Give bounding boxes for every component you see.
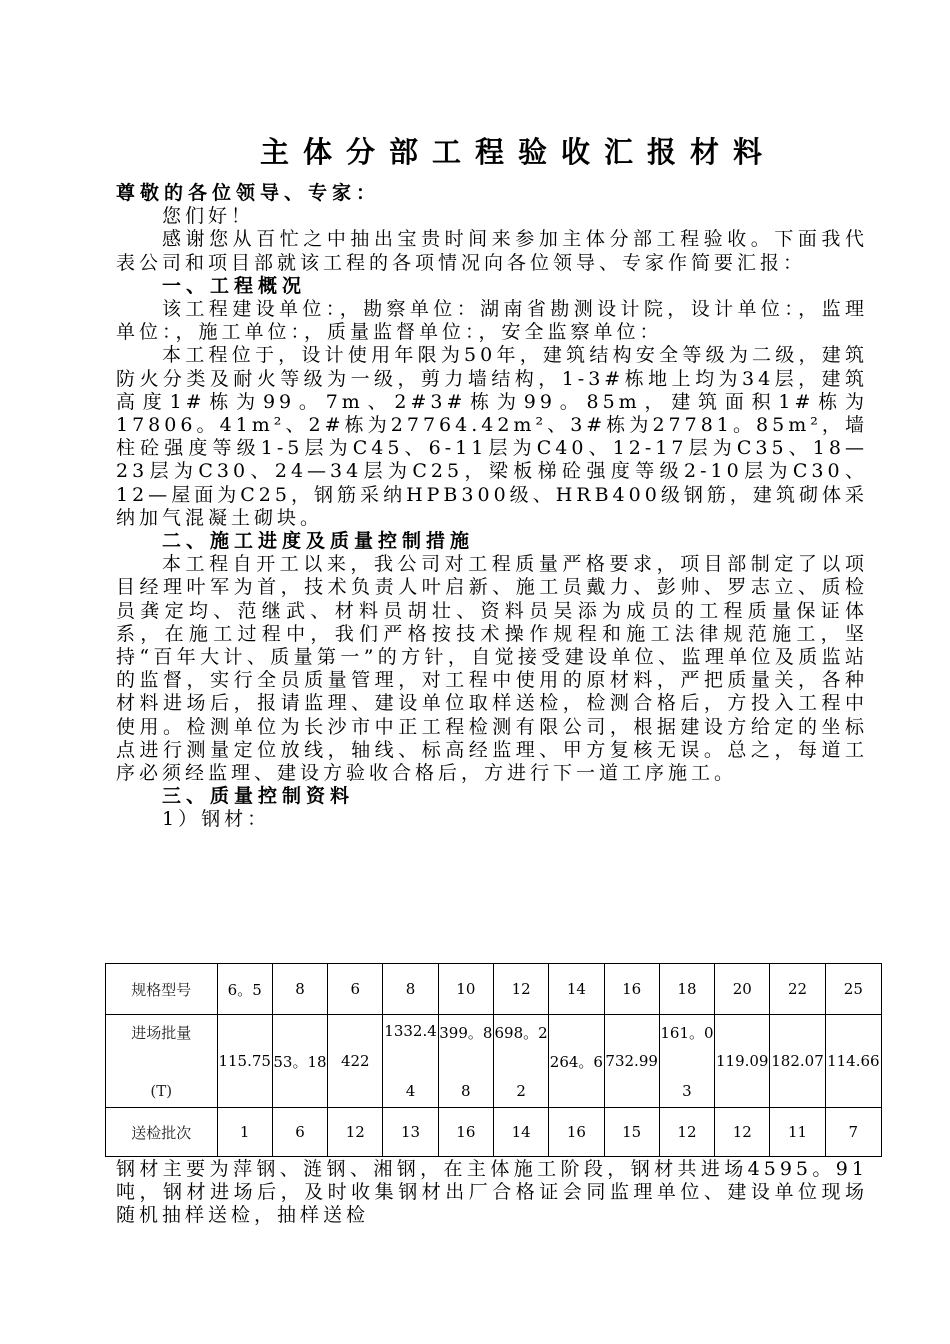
batch-cell: 264。6 xyxy=(549,1015,604,1108)
body-bottom xyxy=(116,1158,868,1228)
batch-label xyxy=(106,1015,218,1108)
batch-label-top: 进场批量 xyxy=(131,1024,192,1042)
spec-cell: 14 xyxy=(549,964,604,1015)
count-cell: 6 xyxy=(272,1108,327,1157)
batch-cell-top: 161。0 xyxy=(660,1024,714,1042)
batch-cell: 119.09 xyxy=(715,1015,770,1108)
section1-para1: 该工程建设单位：，勘察单位：湖南省勘测设计院，设计单位：，监理单位：，施工单位：，质量监督单位：，安全监察单位： xyxy=(116,298,868,344)
count-cell: 12 xyxy=(715,1108,770,1157)
batch-cell-bottom: 3 xyxy=(682,1082,692,1100)
table-row-spec xyxy=(106,964,882,1015)
spec-cell: 8 xyxy=(272,964,327,1015)
batch-cell: 114.66 xyxy=(825,1015,881,1108)
batch-cell: 182.07 xyxy=(770,1015,825,1108)
batch-cell xyxy=(383,1015,438,1108)
count-cell: 7 xyxy=(825,1108,881,1157)
batch-cell xyxy=(493,1015,548,1108)
count-cell: 1 xyxy=(217,1108,272,1157)
section2-para: 本工程自开工以来，我公司对工程质量严格要求，项目部制定了以项目经理叶军为首，技术负责人叶启新、施工员戴力、彭帅、罗志立、质检员龚定均、范继武、材料员胡壮、资料员吴添为成员的工程质量保证体系，在施工过程中，我们严格按技术操作规程和施工法律规范施工，坚持“百年大计、质量第一”的方针，自觉接受建设单位、监理单位及质监站的监督，实行全员质量管理，对工程中使用的原材料，严把质量关，各种材料进场后，报请监理、建设单位取样送检，检测合格后，方投入工程中使用。检测单位为长沙市中正工程检测有限公司，根据建设方给定的坐标点进行测量定位放线，轴线、标高经监理、甲方复核无误。总之，每道工序必须经监理、建设方验收合格后，方进行下一道工序施工。 xyxy=(116,553,868,785)
spec-cell: 16 xyxy=(604,964,659,1015)
steel-paragraph: 钢材主要为萍钢、涟钢、湘钢，在主体施工阶段，钢材共进场4595。91吨，钢材进场后，及时收集钢材出厂合格证会同监理单位、建设单位现场随机抽样送检，抽样送检 xyxy=(116,1158,868,1227)
count-cell: 16 xyxy=(438,1108,493,1157)
section3-heading: 三、质量控制资料 xyxy=(162,785,355,808)
section3-sub1: 1）钢材： xyxy=(162,808,271,831)
table-row-batch xyxy=(106,1015,882,1108)
spec-cell: 6 xyxy=(328,964,383,1015)
spec-cell: 10 xyxy=(438,964,493,1015)
count-cell: 12 xyxy=(659,1108,714,1157)
batch-cell: 115.75 xyxy=(217,1015,272,1108)
intro-paragraph: 感谢您从百忙之中抽出宝贵时间来参加主体分部工程验收。下面我代表公司和项目部就该工程的各项情况向各位领导、专家作简要汇报： xyxy=(116,228,868,274)
count-cell: 13 xyxy=(383,1108,438,1157)
batch-cell-top: 698。2 xyxy=(494,1024,548,1042)
spec-cell: 8 xyxy=(383,964,438,1015)
batch-label-unit: (T) xyxy=(150,1082,173,1100)
spec-cell: 18 xyxy=(659,964,714,1015)
count-cell: 15 xyxy=(604,1108,659,1157)
section1-para2: 本工程位于，设计使用年限为50年，建筑结构安全等级为二级，建筑防火分类及耐火等级为一级，剪力墙结构，1-3#栋地上均为34层，建筑高度1#栋为99。7m、2#3#栋为99。85m，建筑面积1#栋为17806。41m²、2#栋为27764.42m²、3#栋为27781。85m²，墙柱砼强度等级1-5层为C45、6-11层为C40、12-17层为C35、18—23层为C30、24—34层为C25，梁板梯砼强度等级2-10层为C30、12—屋面为C25，钢筋采纳HPB300级、HRB400级钢筋，建筑砌体采纳加气混凝土砌块。 xyxy=(116,344,868,529)
batch-cell: 53。18 xyxy=(272,1015,327,1108)
section1-heading: 一、工程概况 xyxy=(162,274,307,297)
spec-cell: 12 xyxy=(493,964,548,1015)
spec-cell: 6。5 xyxy=(217,964,272,1015)
batch-cell: 422 xyxy=(328,1015,383,1108)
count-cell: 12 xyxy=(328,1108,383,1157)
spec-cell: 20 xyxy=(715,964,770,1015)
count-cell: 14 xyxy=(493,1108,548,1157)
spec-label: 规格型号 xyxy=(106,964,218,1015)
count-label: 送检批次 xyxy=(106,1108,218,1157)
spec-cell: 22 xyxy=(770,964,825,1015)
count-cell: 11 xyxy=(770,1108,825,1157)
batch-cell xyxy=(438,1015,493,1108)
batch-cell-bottom: 2 xyxy=(516,1082,526,1100)
batch-cell-top: 399。8 xyxy=(439,1024,493,1042)
greeting: 尊敬的各位领导、专家： xyxy=(116,182,381,204)
page-title: 主体分部工程验收汇报材料 xyxy=(259,135,776,169)
batch-cell-top: 1332.4 xyxy=(384,1022,437,1040)
body-top xyxy=(116,182,868,832)
batch-cell-bottom: 8 xyxy=(461,1082,471,1100)
section2-heading: 二、施工进度及质量控制措施 xyxy=(162,530,475,553)
table-row-count xyxy=(106,1108,882,1157)
hello: 您们好！ xyxy=(162,205,255,228)
steel-table xyxy=(105,963,882,1157)
spec-cell: 25 xyxy=(825,964,881,1015)
batch-cell: 732.99 xyxy=(604,1015,659,1108)
batch-cell-bottom: 4 xyxy=(405,1082,416,1100)
batch-cell xyxy=(659,1015,714,1108)
count-cell: 16 xyxy=(549,1108,604,1157)
